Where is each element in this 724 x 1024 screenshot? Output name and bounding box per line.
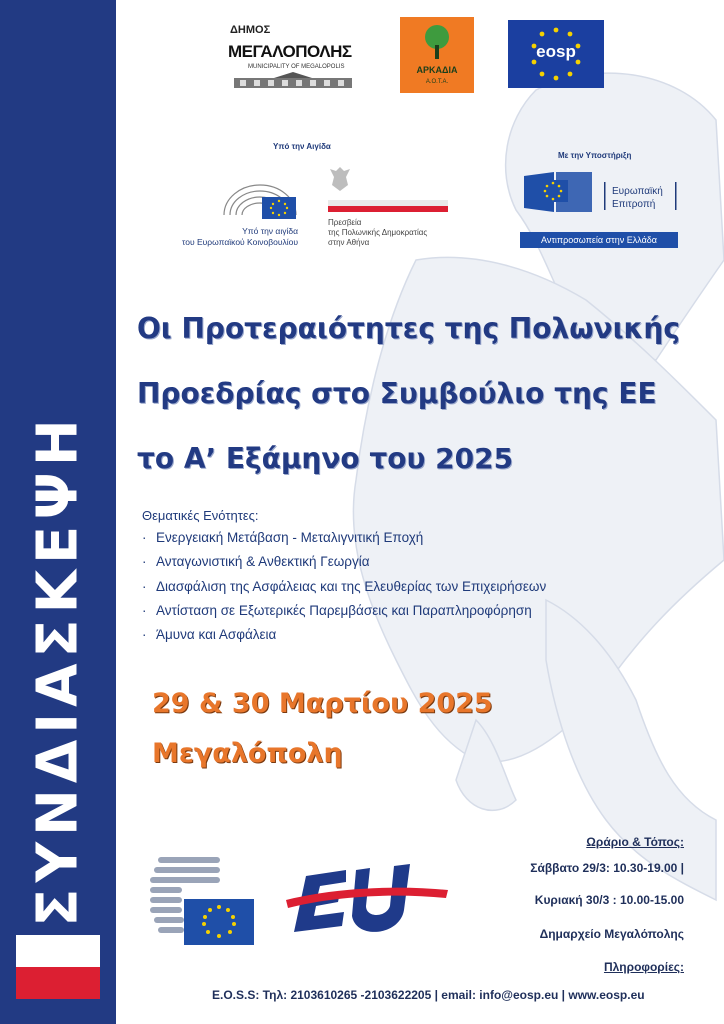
sidebar-band: [0, 0, 116, 1024]
patronage-header: Υπό την Αιγίδα: [273, 142, 331, 151]
event-date: 29 & 30 Μαρτίου 2025: [152, 688, 493, 719]
schedule-header: Ωράριο & Τόπος:: [586, 835, 684, 849]
polish-embassy-bars: [328, 200, 448, 212]
arkadia-logo: [400, 17, 474, 93]
logo-dimos-text: ΔΗΜΟΣ: [230, 24, 271, 36]
theme-item: · Ανταγωνιστική & Ανθεκτική Γεωργία: [142, 554, 370, 570]
ep-caption-line1: Υπό την αιγίδα: [242, 226, 298, 236]
ec-label-line1: Ευρωπαϊκή: [612, 186, 663, 197]
conference-title-line3: το Α’ Εξάμηνο του 2025: [137, 442, 514, 475]
megalopoli-municipality-logo: [222, 20, 364, 92]
eu-council-logo: [148, 855, 258, 947]
themes-header: Θεματικές Ενότητες:: [142, 508, 259, 523]
conference-title-line2: Προεδρίας στο Συμβούλιο της ΕΕ: [137, 377, 657, 410]
logo-megalopoli-text: ΜΕΓΑΛΟΠΟΛΗΣ: [228, 42, 352, 61]
tree-icon: [422, 23, 452, 63]
arkadia-label: ΑΡΚΑΔΙΑ: [416, 65, 458, 75]
poland-flag-icon: [16, 935, 100, 999]
conference-title-line1: Οι Προτεραιότητες της Πολωνικής: [137, 312, 680, 345]
polish-embassy-line3: στην Αθήνα: [328, 238, 370, 247]
themes-list: [142, 530, 546, 651]
event-place: Μεγαλόπολη: [152, 738, 343, 769]
schedule-sunday: Κυριακή 30/3 : 10.00-15.00: [534, 893, 684, 907]
schedule-saturday: Σάββατο 29/3: 10.30-19.00 |: [530, 861, 684, 875]
info-header: Πληροφορίες:: [603, 960, 684, 974]
eosp-logo: [508, 20, 604, 88]
polish-embassy-line1: Πρεσβεία: [328, 218, 362, 227]
polish-eagle-icon: [328, 165, 352, 193]
ec-representation-bar: Αντιπροσωπεία στην Ελλάδα: [520, 232, 678, 248]
theme-item: · Αντίσταση σε Εξωτερικές Παρεμβάσεις και Παραπληροφόρηση: [142, 602, 532, 618]
european-parliament-logo: [220, 175, 300, 221]
eosp-label: eosp: [536, 42, 576, 61]
theme-item: · Άμυνα και Ασφάλεια: [142, 627, 277, 643]
arkadia-sublabel: Α.Ο.Τ.Α.: [425, 79, 449, 85]
polish-presidency-logo: [286, 860, 448, 942]
theme-item: · Διασφάλιση της Ασφάλειας και της Ελευθερίας των Επιχειρήσεων: [142, 578, 547, 594]
contact-line: E.O.S.S: Τηλ: 2103610265 -2103622205 | email: info@eosp.eu | www.eosp.eu: [212, 988, 645, 1002]
theme-item: · Ενεργειακή Μετάβαση - Μεταλιγνιτική Εποχή: [142, 530, 424, 545]
ep-caption-line2: του Ευρωπαϊκού Κοινοβουλίου: [181, 237, 298, 247]
logo-megalopoli-subtitle: MUNICIPALITY OF MEGALOPOLIS: [248, 64, 345, 70]
building-icon: [234, 72, 352, 88]
support-header: Με την Υποστήριξη: [558, 151, 632, 160]
conference-vertical-title: ΣΥΝΔΙΑΣΚΕΨΗ: [25, 413, 91, 927]
ec-label-line2: Επιτροπή: [612, 199, 656, 210]
polish-embassy-line2: της Πολωνικής Δημοκρατίας: [328, 228, 428, 237]
schedule-venue: Δημαρχείο Μεγαλόπολης: [539, 927, 684, 941]
